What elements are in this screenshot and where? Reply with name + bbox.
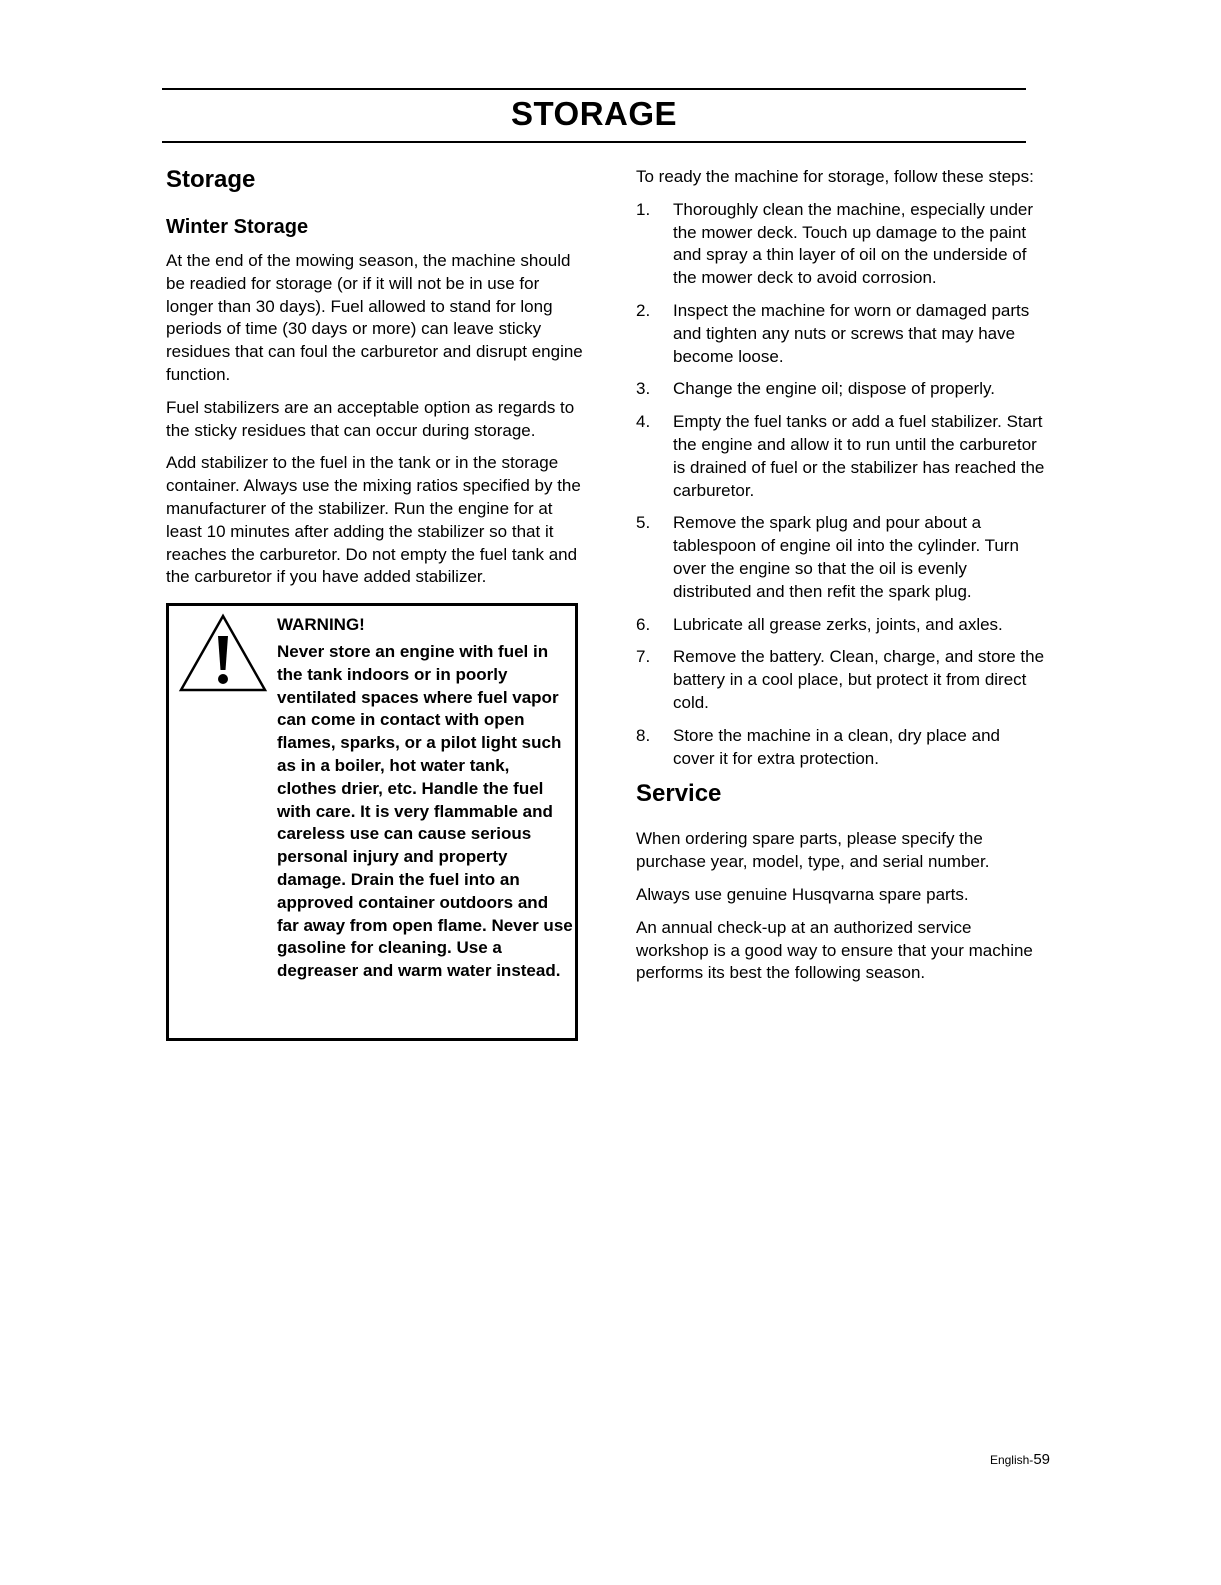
paragraph: Always use genuine Husqvarna spare parts.	[636, 884, 969, 904]
list-item	[636, 378, 1046, 401]
step-number: 7.	[636, 647, 651, 667]
list-item	[636, 725, 1046, 771]
step-text: Remove the spark plug and pour about a tablespoon of engine oil into the cylinder. Turn over the engine so that the oil is evenly distributed and then refit the spark plug.	[673, 513, 1019, 601]
paragraph: An annual check-up at an authorized service workshop is a good way to ensure that your machine performs its best the following season.	[636, 917, 1033, 983]
warning-content	[277, 614, 573, 983]
step-text: Empty the fuel tanks or add a fuel stabilizer. Start the engine and allow it to run until the carburetor is drained of fuel or the stabilizer has reached the carburetor.	[673, 412, 1045, 500]
header-rule-bottom	[162, 141, 1026, 143]
step-text: Change the engine oil; dispose of properly.	[673, 379, 995, 399]
step-number: 1.	[636, 199, 651, 219]
steps-intro: To ready the machine for storage, follow these steps:	[636, 167, 1034, 186]
step-text: Inspect the machine for worn or damaged parts and tighten any nuts or screws that may have become loose.	[673, 300, 1030, 366]
list-item	[636, 411, 1046, 502]
page-number	[990, 1451, 1050, 1468]
step-text: Remove the battery. Clean, charge, and store the battery in a cool place, but protect it from direct cold.	[673, 647, 1045, 712]
page-title: STORAGE	[510, 95, 678, 132]
warning-label: WARNING!	[277, 615, 365, 635]
warning-box	[166, 603, 578, 1041]
list-item	[636, 199, 1046, 290]
step-text: Lubricate all grease zerks, joints, and axles.	[673, 614, 1003, 634]
header-rule-top	[162, 88, 1026, 90]
paragraph: At the end of the mowing season, the machine should be readied for storage (or if it will not be in use for longer than 30 days). Fuel allowed to stand for long periods of time (30 days or more) can leave sticky residues that can foul the carburetor and disrupt engine function.	[166, 251, 583, 384]
subsection-title-winter-storage: Winter Storage	[166, 216, 309, 238]
list-item	[636, 300, 1046, 368]
step-number: 5.	[636, 513, 651, 533]
step-text: Thoroughly clean the machine, especially under the mower deck. Touch up damage to the paint and spray a thin layer of oil on the underside of the mower deck to avoid corrosion.	[673, 199, 1034, 288]
list-item	[636, 614, 1046, 637]
paragraph: Add stabilizer to the fuel in the tank or in the storage container. Always use the mixing ratios specified by the manufacturer of the stabilizer. Run the engine for at least 10 minutes after adding the stabilizer so that it reaches the carburetor. Do not empty the fuel tank and the carburetor if you have added stabilizer.	[166, 453, 581, 587]
step-number: 4.	[636, 412, 651, 432]
warning-triangle-icon	[177, 612, 269, 694]
section-title-service: Service	[636, 780, 722, 808]
paragraph: When ordering spare parts, please specify the purchase year, model, type, and serial number.	[636, 829, 990, 872]
step-text: Store the machine in a clean, dry place and cover it for extra protection.	[673, 725, 1000, 768]
paragraph: Fuel stabilizers are an acceptable option as regards to the sticky residues that can occur during storage.	[166, 397, 575, 440]
step-number: 6.	[636, 614, 651, 634]
step-number: 8.	[636, 725, 651, 745]
step-number: 3.	[636, 379, 651, 399]
list-item	[636, 512, 1046, 603]
right-column	[636, 166, 1046, 995]
section-title-storage: Storage	[166, 166, 256, 193]
step-number: 2.	[636, 300, 651, 320]
list-item	[636, 646, 1046, 714]
page-language: English-	[989, 1453, 1034, 1467]
left-column	[166, 166, 586, 1041]
page-number-value: 59	[1033, 1451, 1050, 1468]
storage-steps-list	[636, 199, 1046, 771]
warning-text: Never store an engine with fuel in the tank indoors or in poorly ventilated spaces where fuel vapor can come in contact with open flames, sparks, or a pilot light such as in a boiler, hot water tank, clothes drier, etc. Handle the fuel with care. It is very flammable and careless use can cause serious personal injury and property damage. Drain the fuel into an approved container outdoors and far away from open flame. Never use gasoline for cleaning. Use a degreaser and warm water instead.	[277, 641, 573, 981]
